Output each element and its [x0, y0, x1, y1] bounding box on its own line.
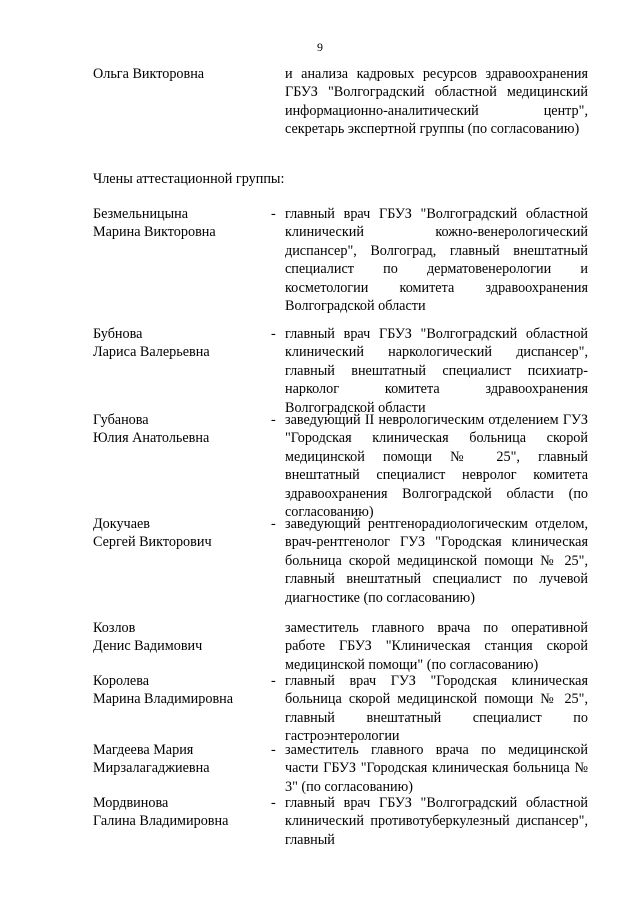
- member-surname: Магдеева Мария: [93, 742, 194, 758]
- member-name: [93, 205, 263, 242]
- member-given-name: Марина Викторовна: [93, 224, 216, 241]
- member-description: заместитель главного врача по оперативной работе ГБУЗ "Клиническая станция скорой медицинской помощи" (по согласованию): [285, 620, 588, 673]
- member-surname: Губанова: [93, 412, 149, 428]
- member-description: и анализа кадровых ресурсов здравоохранения ГБУЗ "Волгоградский областной медицинский информационно-аналитический центр", секретарь экспертной группы (по согласованию): [285, 66, 588, 138]
- member-description: главный врач ГБУЗ "Волгоградский областной клинический наркологический диспансер", главный внештатный специалист психиатр-нарколог комитета здравоохранения Волгоградской области: [285, 326, 588, 416]
- member-description: главный врач ГБУЗ "Волгоградский областной клинический противотуберкулезный диспансер", главный: [285, 795, 588, 848]
- member-given-name: Марина Владимировна: [93, 691, 234, 708]
- member-given-name: Сергей Викторович: [93, 534, 212, 551]
- member-dash: -: [271, 795, 276, 811]
- member-dash: -: [271, 326, 276, 342]
- member-surname: Мордвинова: [93, 795, 169, 811]
- member-name: Ольга Викторовна: [93, 66, 205, 82]
- member-given-name: Денис Вадимович: [93, 638, 203, 655]
- member-name: [93, 325, 263, 362]
- member-description: главный врач ГУЗ "Городская клиническая больница скорой медицинской помощи № 25", главный внештатный специалист по гастроэнтерологии: [285, 673, 588, 745]
- member-given-name: Галина Владимировна: [93, 813, 229, 830]
- member-surname: Королева: [93, 673, 150, 689]
- member-dash: -: [271, 742, 276, 758]
- member-dash: -: [271, 206, 276, 222]
- member-name: [93, 619, 263, 656]
- member-surname: Бубнова: [93, 326, 143, 342]
- member-dash: -: [271, 673, 276, 689]
- member-description: заведующий рентгенорадиологическим отделом, врач-рентгенолог ГУЗ "Городская клиническая больница скорой медицинской помощи № 25", главный внештатный специалист по лучевой диагностике (по согласованию): [285, 516, 588, 606]
- section-title: Члены аттестационной группы:: [93, 171, 285, 187]
- member-given-name: Юлия Анатольевна: [93, 430, 210, 447]
- member-dash: -: [271, 412, 276, 428]
- member-given-name: Лариса Валерьевна: [93, 344, 210, 361]
- page-number: 9: [317, 40, 323, 54]
- member-dash: -: [271, 516, 276, 532]
- member-description: заведующий II неврологическим отделением ГУЗ "Городская клиническая больница скорой медицинской помощи № 25", главный внештатный специалист невролог комитета здравоохранения Волгоградской области (по согласованию): [285, 412, 588, 521]
- member-surname: Козлов: [93, 620, 136, 636]
- member-given-name: Мирзалагаджиевна: [93, 760, 210, 777]
- member-description: главный врач ГБУЗ "Волгоградский областной клинический кожно-венерологический диспансер", Волгоград, главный внештатный специалист по дерматовенерологии и косметологии комитета здравоохранения Волгоградской области: [285, 206, 588, 315]
- member-name: [93, 794, 263, 831]
- member-name: [93, 411, 263, 448]
- member-surname: Докучаев: [93, 516, 150, 532]
- member-surname: Безмельницына: [93, 206, 189, 222]
- member-name: [93, 672, 263, 709]
- member-name: [93, 741, 263, 778]
- member-name: [93, 515, 263, 552]
- member-description: заместитель главного врача по медицинской части ГБУЗ "Городская клиническая больница № 3" (по согласованию): [285, 742, 588, 795]
